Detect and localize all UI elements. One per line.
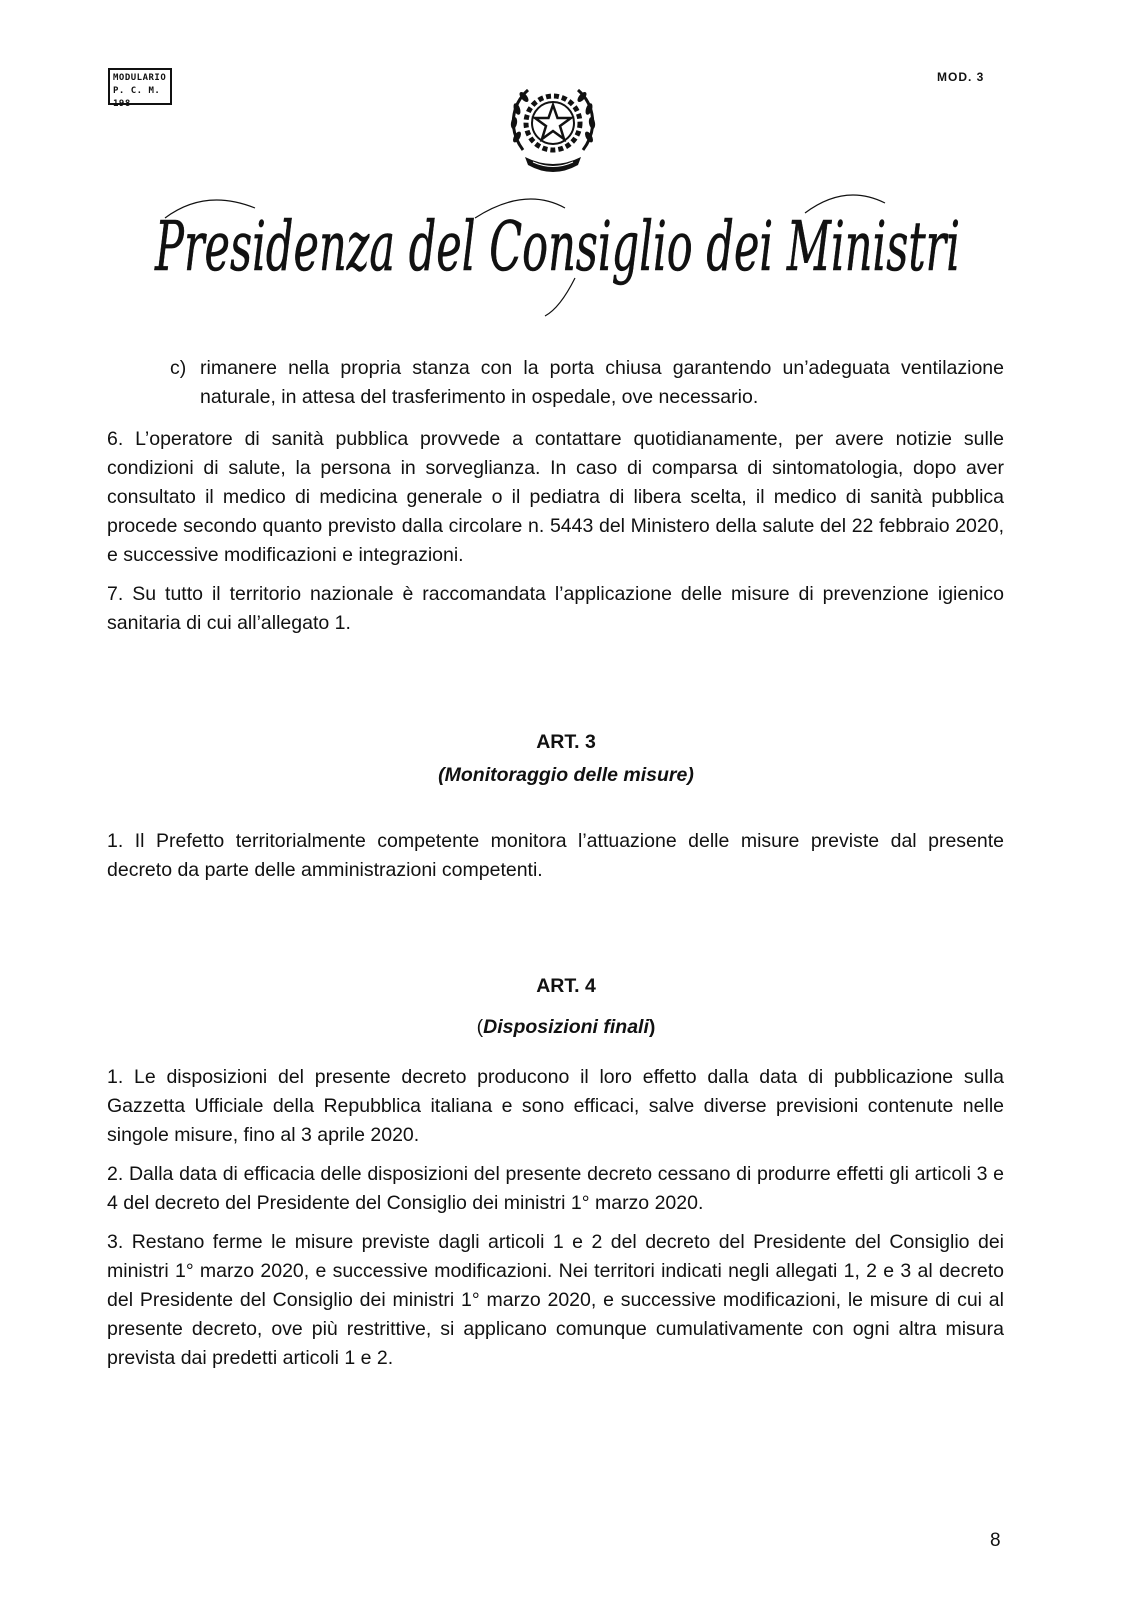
paragraph: 1. Le disposizioni del presente decreto producono il loro effetto dalla data di pubblicazione sulla Gazzetta Ufficiale della Repubblica italiana e sono efficaci, salve diverse previsioni contenute nelle singole misure, fino al 3 aprile 2020. <box>107 1066 1004 1146</box>
letterhead-text: Presidenza del Consiglio dei Ministri <box>153 208 960 287</box>
article-4-heading: ART. 4 <box>536 975 596 997</box>
article-4-subtitle <box>0 1016 1132 1039</box>
article-2-paragraphs <box>107 425 1004 648</box>
article-3-subtitle <box>0 764 1132 787</box>
modulario-line-1: MODULARIO <box>113 73 167 83</box>
modulario-line-2: P. C. M. 198 <box>113 86 161 109</box>
list-marker: c) <box>170 357 187 379</box>
list-item-text: rimanere nella propria stanza con la porta chiusa garantendo un’adeguata ventilazione naturale, in attesa del trasferimento in ospedale, ove necessario. <box>200 357 1004 408</box>
letterhead-script <box>145 178 975 318</box>
subtitle-close-paren: ) <box>648 1016 656 1038</box>
paragraph: 6. L’operatore di sanità pubblica provvede a contattare quotidianamente, per avere notizie sulle condizioni di salute, la persona in sorveglianza. In caso di comparsa di sintomatologia, dopo aver consultato il medico di medicina generale o il pediatra di libera scelta, il medico di sanità pubblica procede secondo quanto previsto dalla circolare n. 5443 del Ministero della salute del 22 febbraio 2020, e successive modificazioni e integrazioni. <box>107 428 1004 566</box>
page-number: 8 <box>990 1530 1001 1551</box>
article-4-body <box>107 1063 1004 1383</box>
list-item-c <box>170 354 1004 412</box>
paragraph: 1. Il Prefetto territorialmente competente monitora l’attuazione delle misure previste dal presente decreto da parte delle amministrazioni competenti. <box>107 830 1004 881</box>
paragraph: 2. Dalla data di efficacia delle disposizioni del presente decreto cessano di produrre effetti gli articoli 3 e 4 del decreto del Presidente del Consiglio dei ministri 1° marzo 2020. <box>107 1163 1004 1214</box>
article-4-subtitle-text: Disposizioni finali <box>483 1016 649 1038</box>
paragraph: 7. Su tutto il territorio nazionale è raccomandata l’applicazione delle misure di prevenzione igienico sanitaria di cui all’allegato 1. <box>107 583 1004 634</box>
article-3-heading: ART. 3 <box>536 731 596 753</box>
subtitle-open-paren: ( <box>476 1016 484 1038</box>
modulario-stamp <box>108 68 172 109</box>
italian-emblem-icon <box>503 75 603 185</box>
paragraph: 3. Restano ferme le misure previste dagli articoli 1 e 2 del decreto del Presidente del Consiglio dei ministri 1° marzo 2020, e successive modificazioni. Nei territori indicati negli allegati 1, 2 e 3 al decreto del Presidente del Consiglio dei ministri 1° marzo 2020, e successive modificazioni, le misure di cui al presente decreto, ove più restrittive, si applicano comunque cumulativamente con ogni altra misura prevista dai predetti articoli 1 e 2. <box>107 1231 1004 1369</box>
mod-code: MOD. 3 <box>937 70 985 84</box>
article-3-body <box>107 827 1004 895</box>
article-3-subtitle-text: (Monitoraggio delle misure) <box>438 764 694 786</box>
